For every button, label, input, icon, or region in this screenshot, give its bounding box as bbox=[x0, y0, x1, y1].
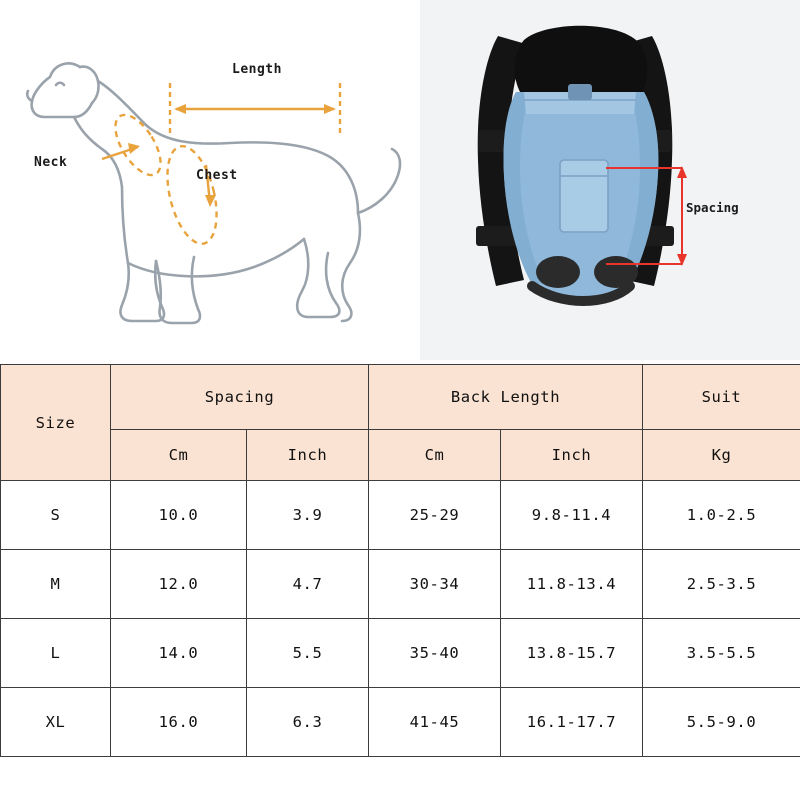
table-header-row-units bbox=[1, 430, 800, 481]
cell-back-length-inch: 13.8-15.7 bbox=[501, 619, 643, 688]
table-row bbox=[1, 550, 800, 619]
label-neck: Neck bbox=[34, 155, 68, 170]
cell-spacing-inch: 4.7 bbox=[247, 550, 369, 619]
label-chest: Chest bbox=[196, 168, 238, 183]
illustration-area bbox=[0, 0, 800, 360]
table-header-row-groups bbox=[1, 365, 800, 430]
cell-spacing-cm: 16.0 bbox=[111, 688, 247, 757]
cell-size: M bbox=[1, 550, 111, 619]
header-suit-kg: Kg bbox=[643, 430, 800, 481]
cell-back-length-inch: 9.8-11.4 bbox=[501, 481, 643, 550]
cell-suit-kg: 3.5-5.5 bbox=[643, 619, 800, 688]
header-spacing-cm: Cm bbox=[111, 430, 247, 481]
cell-size: XL bbox=[1, 688, 111, 757]
header-back-length: Back Length bbox=[369, 365, 643, 430]
cell-back-length-cm: 41-45 bbox=[369, 688, 501, 757]
cell-spacing-inch: 3.9 bbox=[247, 481, 369, 550]
header-spacing-inch: Inch bbox=[247, 430, 369, 481]
cell-back-length-cm: 30-34 bbox=[369, 550, 501, 619]
product-photo-panel bbox=[420, 0, 800, 360]
header-back-length-inch: Inch bbox=[501, 430, 643, 481]
cell-back-length-cm: 35-40 bbox=[369, 619, 501, 688]
label-spacing: Spacing bbox=[686, 200, 739, 215]
size-table-wrapper bbox=[0, 364, 800, 757]
cell-spacing-cm: 10.0 bbox=[111, 481, 247, 550]
cell-back-length-inch: 16.1-17.7 bbox=[501, 688, 643, 757]
cell-suit-kg: 1.0-2.5 bbox=[643, 481, 800, 550]
cell-size: S bbox=[1, 481, 111, 550]
header-size: Size bbox=[1, 365, 111, 481]
cell-back-length-cm: 25-29 bbox=[369, 481, 501, 550]
cell-suit-kg: 2.5-3.5 bbox=[643, 550, 800, 619]
table-row bbox=[1, 481, 800, 550]
table-row bbox=[1, 619, 800, 688]
cell-spacing-cm: 14.0 bbox=[111, 619, 247, 688]
dog-diagram-panel bbox=[0, 0, 420, 360]
table-row bbox=[1, 688, 800, 757]
size-table bbox=[0, 364, 800, 757]
cell-size: L bbox=[1, 619, 111, 688]
cell-spacing-cm: 12.0 bbox=[111, 550, 247, 619]
cell-spacing-inch: 6.3 bbox=[247, 688, 369, 757]
pet-carrier-backpack-image bbox=[420, 0, 800, 360]
header-back-length-cm: Cm bbox=[369, 430, 501, 481]
cell-back-length-inch: 11.8-13.4 bbox=[501, 550, 643, 619]
header-spacing: Spacing bbox=[111, 365, 369, 430]
header-suit: Suit bbox=[643, 365, 800, 430]
label-length: Length bbox=[232, 62, 282, 77]
cell-suit-kg: 5.5-9.0 bbox=[643, 688, 800, 757]
cell-spacing-inch: 5.5 bbox=[247, 619, 369, 688]
